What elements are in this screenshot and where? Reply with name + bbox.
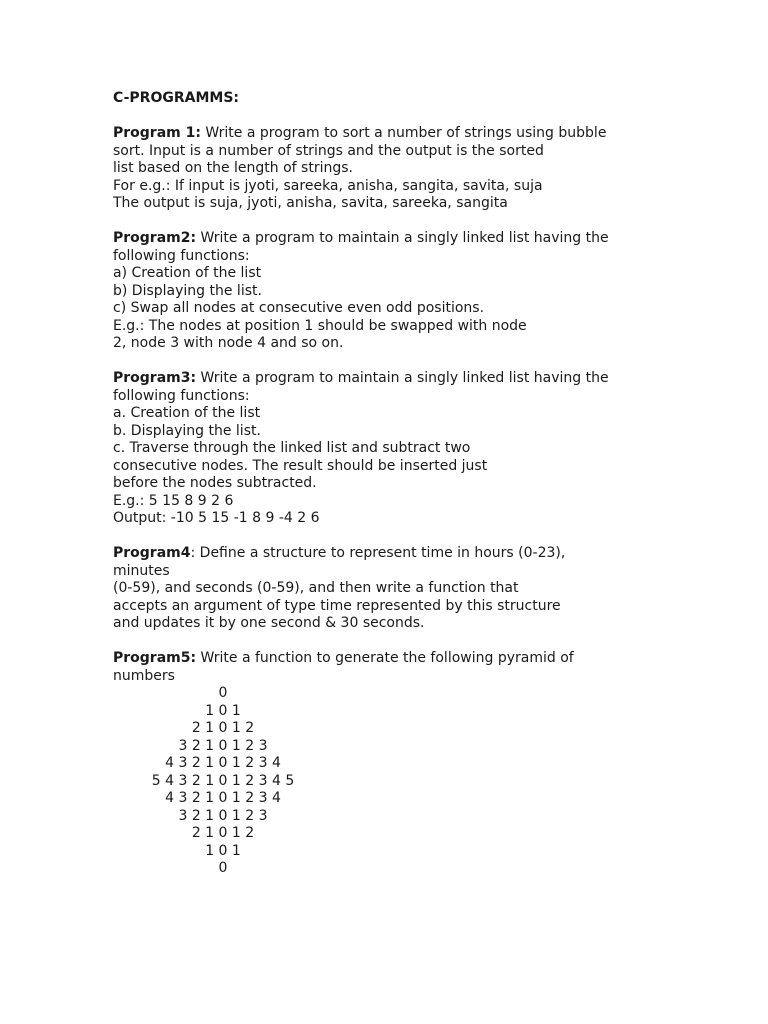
program-1-line-5: The output is suja, jyoti, anisha, savita, sareeka, sangita	[113, 195, 508, 211]
program-5-line-2: numbers	[113, 667, 175, 684]
program-3-line-6: consecutive nodes. The result should be inserted just	[113, 457, 488, 474]
pyramid-row-text: 1 0 1	[205, 702, 241, 719]
pyramid-row-text: 3 2 1 0 1 2 3	[178, 807, 268, 824]
program-3-line-3: a. Creation of the list	[113, 405, 261, 421]
pyramid-row-text: 4 3 2 1 0 1 2 3 4	[165, 755, 281, 771]
program-1-line-4: For e.g.: If input is jyoti, sareeka, anisha, sangita, savita, suja	[113, 177, 543, 194]
pyramid-row	[113, 843, 673, 861]
program-2-line-7: 2, node 3 with node 4 and so on.	[113, 335, 344, 351]
program-3-line-9: Output: -10 5 15 -1 8 9 -4 2 6	[113, 510, 320, 526]
pyramid-row	[113, 825, 673, 843]
pyramid-row-text: 5 4 3 2 1 0 1 2 3 4 5	[151, 772, 295, 789]
program-5-section	[113, 650, 673, 878]
program-1-text: Write a program to sort a number of strings using bubble	[200, 125, 607, 141]
pyramid-row	[113, 685, 673, 703]
pyramid-row-text: 2 1 0 1 2	[191, 825, 255, 841]
program-3-line-4: b. Displaying the list.	[113, 422, 261, 439]
program-1-section	[113, 125, 673, 213]
program-4-section	[113, 545, 673, 633]
program-4-line-5: and updates it by one second & 30 seconds.	[113, 615, 425, 631]
pyramid-row	[113, 720, 673, 738]
number-pyramid	[113, 685, 673, 878]
program-5-text: Write a function to generate the following pyramid of	[196, 650, 574, 666]
program-2-line-3: a) Creation of the list	[113, 265, 262, 281]
program-2-line-5: c) Swap all nodes at consecutive even odd positions.	[113, 300, 485, 316]
program-3-text: Write a program to maintain a singly linked list having the	[196, 370, 609, 386]
pyramid-row	[113, 773, 673, 791]
pyramid-row	[113, 860, 673, 878]
program-4-text: : Define a structure to represent time in hours (0-23),	[190, 545, 566, 561]
program-5-line-1	[113, 650, 673, 668]
program-4-line-1	[113, 545, 673, 563]
program-1-line-3: list based on the length of strings.	[113, 160, 353, 176]
program-2-line-6: E.g.: The nodes at position 1 should be swapped with node	[113, 317, 527, 334]
pyramid-row	[113, 790, 673, 808]
program-1-line-1	[113, 125, 673, 143]
program-4-line-2: minutes	[113, 562, 170, 579]
program-5-heading: Program5:	[113, 650, 197, 666]
program-1-line-2: sort. Input is a number of strings and the output is the sorted	[113, 142, 544, 159]
program-4-heading: Program4	[113, 545, 191, 561]
program-1-heading: Program 1:	[113, 125, 201, 141]
program-3-section	[113, 370, 673, 528]
pyramid-row-text: 1 0 1	[205, 842, 241, 859]
document-page	[113, 90, 673, 895]
pyramid-row-text: 4 3 2 1 0 1 2 3 4	[165, 790, 281, 806]
program-2-section	[113, 230, 673, 353]
pyramid-row-text: 3 2 1 0 1 2 3	[178, 737, 268, 754]
pyramid-row	[113, 703, 673, 721]
program-3-line-5: c. Traverse through the linked list and subtract two	[113, 440, 471, 456]
program-2-heading: Program2:	[113, 230, 197, 246]
pyramid-row	[113, 755, 673, 773]
document-title: C-PROGRAMMS:	[113, 90, 239, 106]
program-3-heading: Program3:	[113, 370, 197, 386]
pyramid-row-text: 2 1 0 1 2	[191, 720, 255, 736]
program-3-line-8: E.g.: 5 15 8 9 2 6	[113, 492, 234, 509]
pyramid-row-text: 0	[218, 860, 228, 876]
program-4-line-4: accepts an argument of type time represented by this structure	[113, 597, 561, 614]
program-4-line-3: (0-59), and seconds (0-59), and then write a function that	[113, 580, 519, 596]
program-3-line-1	[113, 370, 673, 388]
program-2-line-4: b) Displaying the list.	[113, 282, 262, 299]
program-2-line-2: following functions:	[113, 247, 250, 264]
program-3-line-7: before the nodes subtracted.	[113, 475, 317, 491]
program-3-line-2: following functions:	[113, 387, 250, 404]
program-2-text: Write a program to maintain a singly linked list having the	[196, 230, 609, 246]
pyramid-row	[113, 738, 673, 756]
pyramid-row-text: 0	[218, 685, 228, 701]
pyramid-row	[113, 808, 673, 826]
program-2-line-1	[113, 230, 673, 248]
